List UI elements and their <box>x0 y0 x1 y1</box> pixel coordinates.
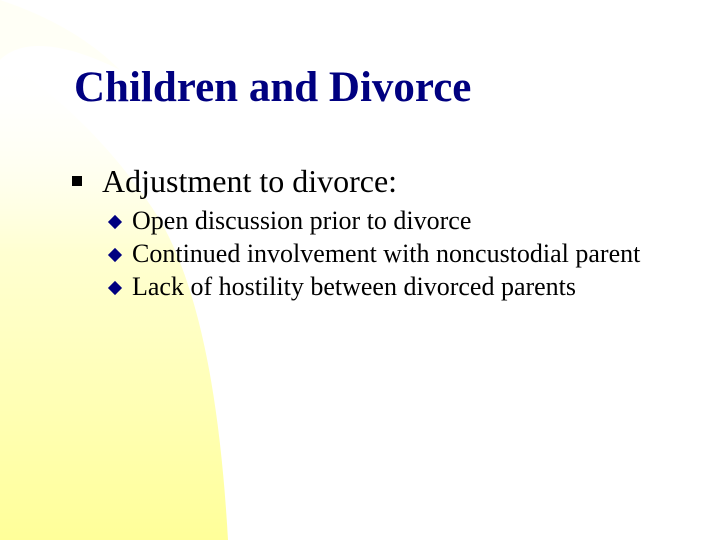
diamond-bullet-icon <box>108 248 122 262</box>
sub-bullet-item <box>104 239 664 269</box>
sub-bullet-text: Continued involvement with noncustodial parent <box>132 239 641 268</box>
sub-bullet-text: Open discussion prior to divorce <box>132 206 472 235</box>
sub-bullet-list <box>104 206 664 305</box>
sub-bullet-item <box>104 272 664 302</box>
bullet-text: Adjustment to divorce: <box>102 163 398 199</box>
diamond-bullet-icon <box>108 215 122 229</box>
square-bullet-icon <box>72 176 82 186</box>
diamond-bullet-icon <box>108 281 122 295</box>
bullet-item <box>72 162 397 200</box>
sub-bullet-text: Lack of hostility between divorced parents <box>132 272 577 301</box>
slide-title: Children and Divorce <box>74 64 472 111</box>
sub-bullet-item <box>104 206 664 236</box>
